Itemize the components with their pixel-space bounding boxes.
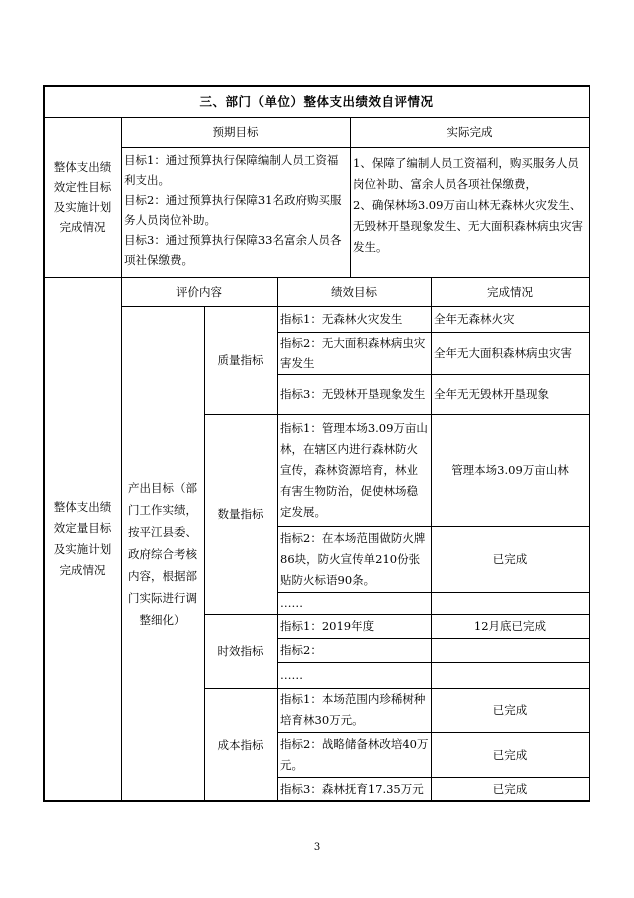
timeliness-result-2 xyxy=(431,638,589,662)
timeliness-result-1: 12月底已完成 xyxy=(473,619,547,633)
section-title: 三、部门（单位）整体支出绩效自评情况 xyxy=(199,93,434,109)
quantity-target-3: …… xyxy=(280,596,303,610)
rule-below-qual-header xyxy=(121,147,589,148)
actual-completion-header: 实际完成 xyxy=(446,125,493,139)
table-border-left xyxy=(43,85,45,802)
quality-result-2: 全年无大面积森林病虫灾害 xyxy=(434,346,572,360)
rule-timeliness-2 xyxy=(277,662,589,663)
rule-quantity-end xyxy=(204,614,589,615)
quality-indicator-label: 质量指标 xyxy=(217,353,264,367)
expected-goals-text: 目标1：通过预算执行保障编制人员工资福利支出。 目标2：通过预算执行保障31名政府购买服务人员岗位补助。 目标3：通过预算执行保障33名富余人员各项社保缴费。 xyxy=(124,153,342,267)
table-border-right xyxy=(589,85,590,802)
quality-target-2: 指标2：无大面积森林病虫灾害发生 xyxy=(280,336,426,370)
quantity-indicator-label: 数量指标 xyxy=(217,507,264,521)
table-border-bottom xyxy=(44,800,590,802)
rule-col-output xyxy=(204,306,205,801)
rule-quality-2 xyxy=(277,374,589,375)
rule-section-divider xyxy=(44,277,590,278)
quantity-target-1: 指标1：管理本场3.09万亩山林，在辖区内进行森林防火宣传，森林资源培育，林业有害生物防治，促使林场稳定发展。 xyxy=(280,420,428,519)
rule-col-target xyxy=(431,277,432,801)
quantitative-row-label: 整体支出绩效定量目标及实施计划完成情况 xyxy=(53,500,112,577)
page-number: 3 xyxy=(313,842,321,853)
rule-below-quant-header xyxy=(121,306,589,307)
cost-result-3: 已完成 xyxy=(492,782,528,796)
evaluation-content-header: 评价内容 xyxy=(176,284,222,299)
timeliness-target-1: 指标1：2019年度 xyxy=(280,619,375,633)
rule-cost-1 xyxy=(277,732,589,733)
rule-col-indicator xyxy=(277,277,278,801)
quality-target-3: 指标3：无毁林开垦现象发生 xyxy=(280,387,426,401)
rule-col-label xyxy=(121,117,122,801)
expected-goal-header: 预期目标 xyxy=(212,125,259,139)
rule-quality-end xyxy=(204,414,589,415)
quality-result-1: 全年无森林火灾 xyxy=(434,312,515,326)
cost-target-2: 指标2：战略储备林改培40万元。 xyxy=(280,736,429,772)
output-goal-label: 产出目标（部门工作实绩，按平江县委、政府综合考核内容，根据部门实际进行调整细化） xyxy=(128,480,197,627)
actual-completion-text: 1、保障了编制人员工资福利，购买服务人员岗位补助、富余人员各项社保缴费， 2、确保林场3.09万亩山林无森林火灾发生、无毁林开垦现象发生、无大面积森林病虫灾害发生。 xyxy=(353,156,583,254)
rule-cost-2 xyxy=(277,777,589,778)
quantity-result-3 xyxy=(431,592,589,614)
rule-quality-1 xyxy=(277,332,589,333)
rule-quantity-1 xyxy=(277,526,589,527)
quality-target-1: 指标1：无森林火灾发生 xyxy=(280,312,403,326)
cost-target-3: 指标3：森林抚育17.35万元 xyxy=(280,782,424,796)
cost-result-2: 已完成 xyxy=(492,747,528,762)
timeliness-indicator-label: 时效指标 xyxy=(217,644,264,658)
timeliness-target-2: 指标2： xyxy=(280,643,322,657)
rule-col-qual-mid xyxy=(350,117,351,277)
timeliness-target-3: …… xyxy=(280,668,303,682)
completion-status-header: 完成情况 xyxy=(487,284,533,299)
performance-target-header: 绩效目标 xyxy=(331,284,377,299)
table-border-top xyxy=(44,85,590,87)
rule-timeliness-1 xyxy=(277,638,589,639)
quantity-result-1: 管理本场3.09万亩山林 xyxy=(451,463,569,477)
timeliness-result-3 xyxy=(431,662,589,688)
quality-result-3: 全年无无毁林开垦现象 xyxy=(434,387,549,401)
rule-timeliness-end xyxy=(204,688,589,689)
quantity-result-2: 已完成 xyxy=(492,552,528,566)
cost-indicator-label: 成本指标 xyxy=(217,737,264,752)
rule-quantity-2 xyxy=(277,592,589,593)
qualitative-row-label: 整体支出绩效定性目标及实施计划完成情况 xyxy=(53,160,112,234)
rule-below-title xyxy=(44,117,590,118)
quantity-target-2: 指标2：在本场范围做防火牌86块，防火宣传单210份张贴防火标语90条。 xyxy=(280,530,426,587)
cost-target-1: 指标1：本场范围内珍稀树种培育林30万元。 xyxy=(280,692,426,727)
cost-result-1: 已完成 xyxy=(492,703,528,717)
